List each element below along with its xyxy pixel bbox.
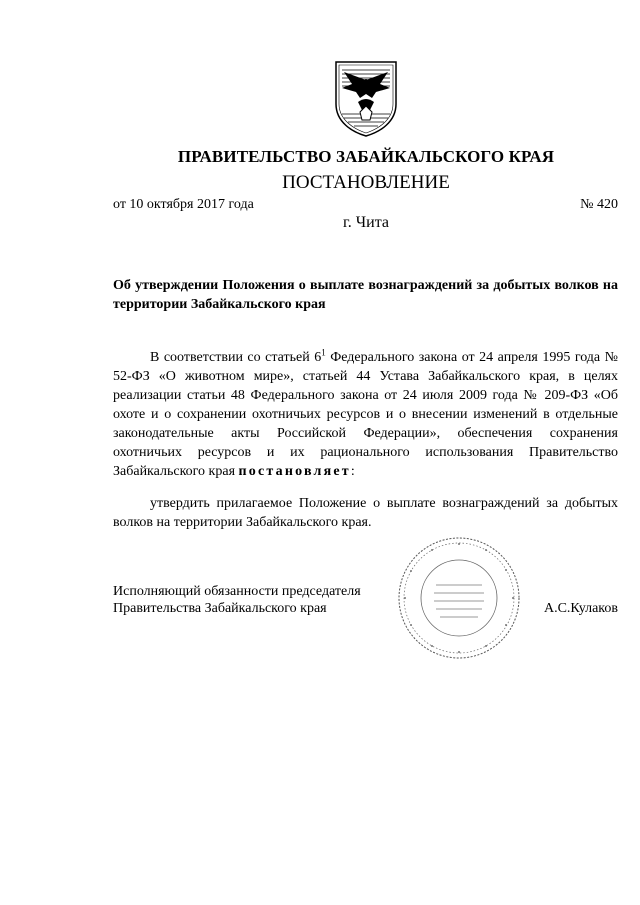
- p1-colon: :: [350, 464, 355, 479]
- signatory-position-line2: Правительства Забайкальского края: [113, 601, 327, 616]
- resolution-keyword: постановляет: [238, 464, 351, 479]
- body-paragraph-2: [113, 494, 618, 532]
- document-city: г. Чита: [342, 214, 389, 231]
- coat-of-arms-icon: [330, 58, 402, 138]
- body-paragraph-1: [113, 348, 618, 481]
- document-subject: Об утверждении Положения о выплате вознаграждений за добытых волков на территории Забайкальского края: [113, 278, 618, 312]
- signatory-name: А.С.Кулаков: [543, 601, 618, 616]
- document-number: № 420: [580, 197, 618, 212]
- article-superscript: 1: [321, 347, 326, 358]
- p1-text-main: Федерального закона от 24 апреля 1995 года № 52-ФЗ «О животном мире», статьей 44 Устава Забайкальского края, в целях реализации статьи 48 Федерального закона от 24 июля 2009 года № 209-ФЗ «Об охоте и о сохранении охотничьих ресурсов и о внесении изменений в отдельные законодательные акты Российской Федерации», обеспечения сохранения охотничьих ресурсов и их рационального использования Правительство Забайкальского края: [113, 350, 618, 479]
- document-date: от 10 октября 2017 года: [113, 197, 254, 212]
- signatory-position-line1: Исполняющий обязанности председателя: [113, 584, 361, 599]
- government-title: ПРАВИТЕЛЬСТВО ЗАБАЙКАЛЬСКОГО КРАЯ: [177, 147, 555, 166]
- official-seal-icon: [396, 535, 522, 661]
- p2-text: утвердить прилагаемое Положение о выплате вознаграждений за добытых волков на территории Забайкальского края.: [113, 496, 618, 530]
- document-type: ПОСТАНОВЛЕНИЕ: [282, 172, 450, 193]
- p1-text-start: В соответствии со статьей 6: [150, 350, 322, 365]
